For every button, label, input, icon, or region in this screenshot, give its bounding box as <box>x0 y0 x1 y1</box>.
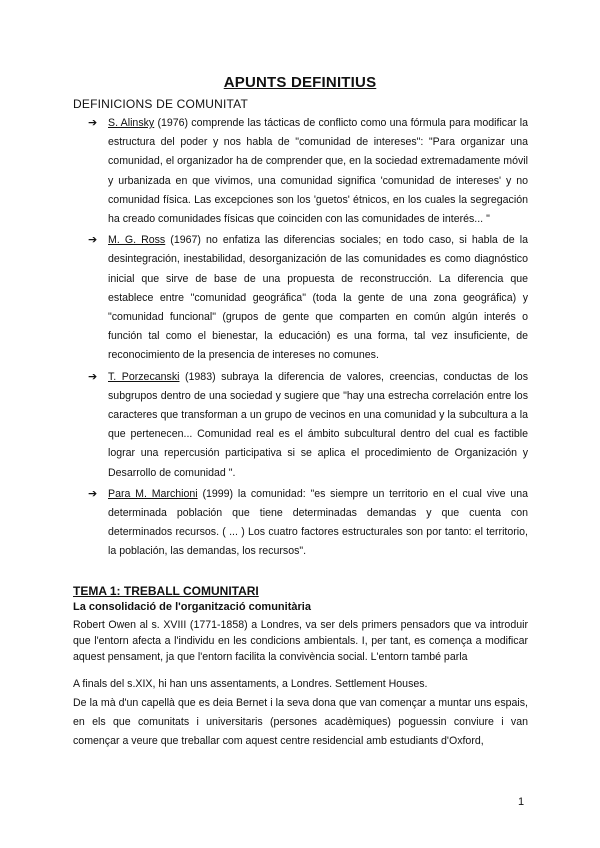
document-title: APUNTS DEFINITIUS <box>223 74 377 91</box>
definition-author: Para M. Marchioni <box>108 487 198 500</box>
definition-item <box>88 368 528 483</box>
arrow-icon: ➔ <box>88 117 98 129</box>
definitions-list <box>88 114 528 564</box>
arrow-icon: ➔ <box>88 370 98 383</box>
tema-paragraph: De la mà d'un capellà que es deia Bernet i la seva dona que van començar a muntar uns espais, en els que comunitats i universitaris (persones acadèmiques) poguessin conviure i van començar a veure que treballar com aquest centre residencial amb estudiants d'Oxford, <box>73 697 528 747</box>
definition-text: (1983) subraya la diferencia de valores, creencias, conductas de los subgrupos dentro de una sociedad y sugiere que "hay una estrecha correlación entre los caracteres que transforman a un grupo de vecinos en una comunidad y la subcultura a la que pertenecen... Comunidad real es el ámbito subcultural dentro del cual es factible lograr una repercusión participativa si se aplica el procedimiento de Organización y Desarrollo de comunidad ". <box>108 370 528 479</box>
definition-author: S. Alinsky <box>108 117 155 129</box>
arrow-icon: ➔ <box>88 487 98 500</box>
definition-item <box>88 485 528 562</box>
tema-paragraph: A finals del s.XIX, hi han uns assentaments, a Londres. Settlement Houses. <box>73 678 428 690</box>
definition-text: (1999) la comunidad: "es siempre un territorio en el cual vive una determinada población que tiene determinadas demandas y que cuenta con determinados recursos. ( ... ) Los cuatro factores estructurales son por tanto: el territorio, la población, las demandas, los recursos". <box>108 487 528 558</box>
page-number: 1 <box>518 796 525 808</box>
definition-text: (1967) no enfatiza las diferencias sociales; en todo caso, si habla de la desintegración, inestabilidad, desorganización de las comunidades es como diagnóstico inicial que sirve de base de una propuesta de reconstrucción. La diferencia que establece entre "comunidad geográfica" (toda la gente de una zona geográfica) y "comunidad funcional" (grupos de gente que comparten en común algún interés o función tal como el bienestar, la educación) es una forma, tal vez insuficiente, de reconocimiento de la presencia de intereses no comunes. <box>108 234 528 362</box>
tema-subtitle: La consolidació de l'organització comunitària <box>73 601 311 613</box>
definition-item <box>88 231 528 365</box>
definition-author: T. Porzecanski <box>108 370 180 383</box>
definition-text: (1976) comprende las tácticas de conflicto como una fórmula para modificar la estructura del poder y nos habla de "comunidad de intereses": "Para organizar una comunidad, el organizador ha de comprender que, en la sociedad extremadamente móvil y urbanizada en que vivimos, una comunidad significa 'comunidad de intereses' y no comunidad física. Las excepciones son los 'guetos' étnicos, en los cuales la segregación ha creado comunidades físicas que coinciden con las comunidades de interés... " <box>108 117 528 226</box>
definition-item <box>88 114 528 229</box>
arrow-icon: ➔ <box>88 234 98 247</box>
tema-paragraph: Robert Owen al s. XVIII (1771-1858) a Londres, va ser dels primers pensadors que va introduir que l'entorn afecta a l'individu en les condicions ambientals. I, per tant, es comença a modificar aquest pensament, ja que l'entorn facilita la convivència social. L'entorn també parla <box>73 619 528 663</box>
definition-author: M. G. Ross <box>108 234 166 247</box>
definitions-heading: DEFINICIONS DE COMUNITAT <box>73 97 249 111</box>
tema-title: TEMA 1: TREBALL COMUNITARI <box>73 584 259 598</box>
